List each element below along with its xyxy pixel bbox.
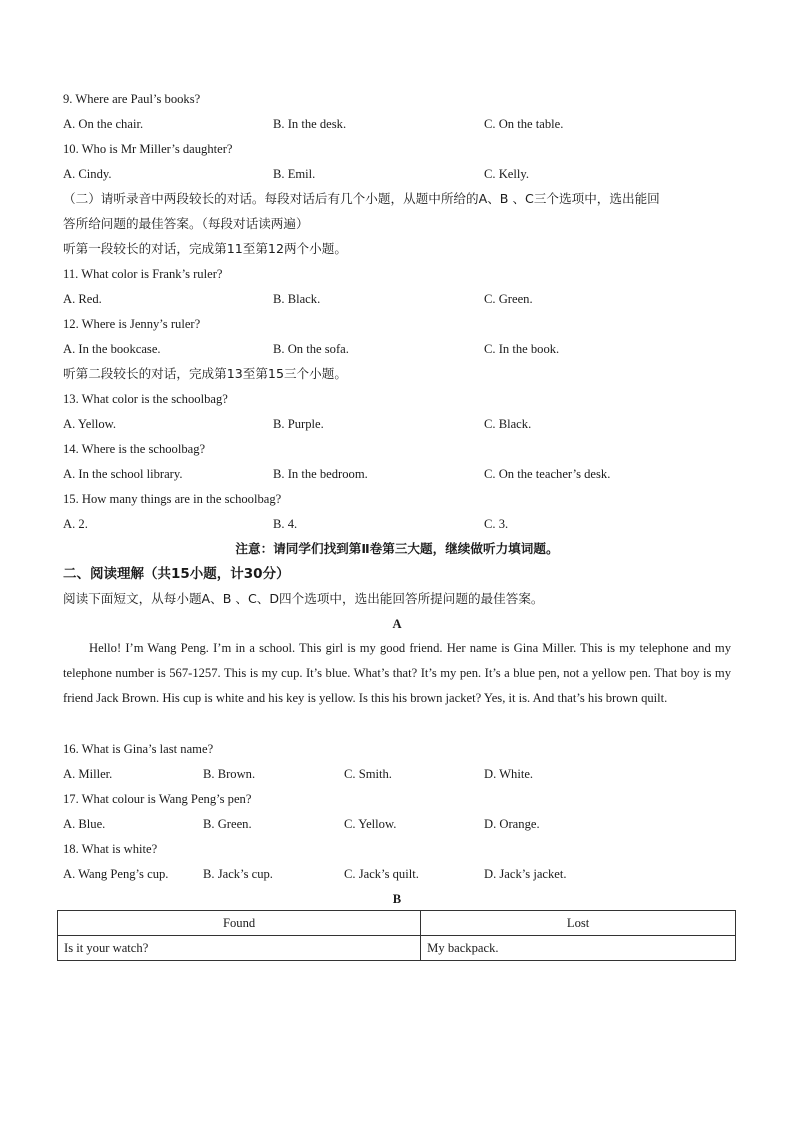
- q12-option-a: A. In the bookcase.: [63, 342, 161, 356]
- q13-option-b: B. Purple.: [273, 417, 324, 431]
- question-17: 17. What colour is Wang Peng’s pen?: [63, 792, 252, 806]
- q11-option-c: C. Green.: [484, 292, 533, 306]
- q17-option-a: A. Blue.: [63, 817, 106, 831]
- q15-option-c: C. 3.: [484, 517, 509, 531]
- section2-instruction-line1: （二）请听录音中两段较长的对话。每段对话后有几个小题，从题中所给的A、B 、C三个选项中，选出能回: [63, 191, 660, 206]
- dialog2-instruction: 听第二段较长的对话，完成第13至第15三个小题。: [63, 366, 347, 381]
- passage-b-label: B: [392, 892, 402, 906]
- q10-option-c: C. Kelly.: [484, 167, 530, 181]
- q15-option-a: A. 2.: [63, 517, 88, 531]
- q9-option-a: A. On the chair.: [63, 117, 144, 131]
- q13-option-a: A. Yellow.: [63, 417, 117, 431]
- question-13: 13. What color is the schoolbag?: [63, 392, 228, 406]
- q12-option-c: C. In the book.: [484, 342, 560, 356]
- question-9: 9. Where are Paul’s books?: [63, 92, 201, 106]
- passage-a-text: Hello! I’m Wang Peng. I’m in a school. This girl is my good friend. Her name is Gina Miller. This is my telephone and my telephone number is 567-1257. This is my cup. It’s blue. What’s that? It’s my pen. It’s a blue pen, not a yellow pen. That boy is my friend Jack Brown. His cup is white and his key is yellow. Is this his brown jacket? Yes, it is. And that’s his brown quilt.: [63, 641, 731, 705]
- question-16: 16. What is Gina’s last name?: [63, 742, 214, 756]
- q18-option-b: B. Jack’s cup.: [203, 867, 273, 881]
- q9-option-b: B. In the desk.: [273, 117, 347, 131]
- q16-option-a: A. Miller.: [63, 767, 113, 781]
- question-11: 11. What color is Frank’s ruler?: [63, 267, 223, 281]
- q16-option-d: D. White.: [484, 767, 534, 781]
- q18-option-d: D. Jack’s jacket.: [484, 867, 567, 881]
- q18-option-c: C. Jack’s quilt.: [344, 867, 419, 881]
- table-header-lost: Lost: [421, 911, 736, 936]
- found-lost-table: [57, 910, 736, 961]
- q15-option-b: B. 4.: [273, 517, 298, 531]
- q9-option-c: C. On the table.: [484, 117, 564, 131]
- q14-option-c: C. On the teacher’s desk.: [484, 467, 611, 481]
- notice-text: 注意：请同学们找到第Ⅱ卷第三大题，继续做听力填词题。: [235, 541, 559, 556]
- table-header-row: [58, 911, 736, 936]
- q11-option-a: A. Red.: [63, 292, 102, 306]
- section2-instruction-line2: 答所给问题的最佳答案。（每段对话读两遍）: [63, 216, 309, 231]
- part2-title: 二、阅读理解（共15小题，计30分）: [63, 566, 290, 582]
- q14-option-a: A. In the school library.: [63, 467, 183, 481]
- q17-option-d: D. Orange.: [484, 817, 540, 831]
- table-cell-lost: My backpack.: [421, 936, 736, 961]
- question-15: 15. How many things are in the schoolbag?: [63, 492, 282, 506]
- question-14: 14. Where is the schoolbag?: [63, 442, 206, 456]
- question-12: 12. Where is Jenny’s ruler?: [63, 317, 201, 331]
- table-header-found: Found: [58, 911, 421, 936]
- question-18: 18. What is white?: [63, 842, 158, 856]
- q13-option-c: C. Black.: [484, 417, 532, 431]
- q10-option-a: A. Cindy.: [63, 167, 112, 181]
- q17-option-b: B. Green.: [203, 817, 252, 831]
- q11-option-b: B. Black.: [273, 292, 321, 306]
- dialog1-instruction: 听第一段较长的对话，完成第11至第12两个小题。: [63, 241, 347, 256]
- q14-option-b: B. In the bedroom.: [273, 467, 368, 481]
- q10-option-b: B. Emil.: [273, 167, 316, 181]
- q16-option-c: C. Smith.: [344, 767, 392, 781]
- part2-instruction: 阅读下面短文，从每小题A、B 、C、D四个选项中，选出能回答所提问题的最佳答案。: [63, 591, 544, 606]
- q18-option-a: A. Wang Peng’s cup.: [63, 867, 169, 881]
- q12-option-b: B. On the sofa.: [273, 342, 349, 356]
- q16-option-b: B. Brown.: [203, 767, 256, 781]
- question-10: 10. Who is Mr Miller’s daughter?: [63, 142, 233, 156]
- table-row: [58, 936, 736, 961]
- table-cell-found: Is it your watch?: [58, 936, 421, 961]
- passage-a-label: A: [392, 617, 402, 631]
- q17-option-c: C. Yellow.: [344, 817, 397, 831]
